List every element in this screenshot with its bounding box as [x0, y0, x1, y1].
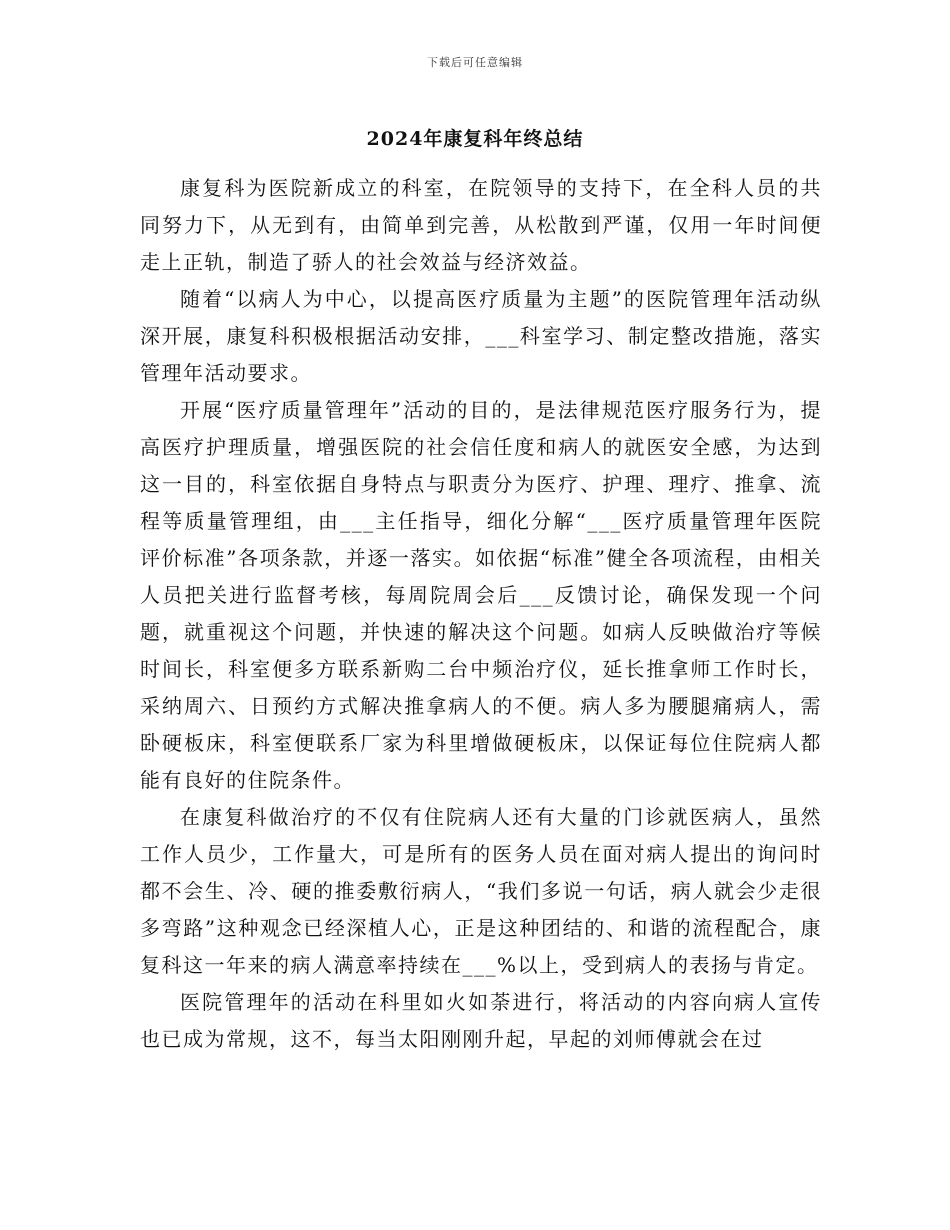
paragraph: 医院管理年的活动在科里如火如荼进行，将活动的内容向病人宣传也已成为常规，这不，每当太阳刚刚升起，早起的刘师傅就会在过: [140, 990, 822, 1051]
paragraph: 在康复科做治疗的不仅有住院病人还有大量的门诊就医病人，虽然工作人员少，工作量大，可是所有的医务人员在面对病人提出的询问时都不会生、冷、硬的推委敷衍病人，“我们多说一句话，病人就会少走很多弯路”这种观念已经深植人心，正是这种团结的、和谐的流程配合，康复科这一年来的病人满意率持续在___%以上，受到病人的表扬与肯定。: [140, 805, 822, 977]
document-title: 2024年康复科年终总结: [366, 128, 584, 150]
paragraph: 开展“医疗质量管理年”活动的目的，是法律规范医疗服务行为，提高医疗护理质量，增强医院的社会信任度和病人的就医安全感，为达到这一目的，科室依据自身特点与职责分为医疗、护理、理疗、推拿、流程等质量管理组，由___主任指导，细化分解“___医疗质量管理年医院评价标准”各项条款，并逐一落实。如依据“标准”健全各项流程，由相关人员把关进行监督考核，每周院周会后___反馈讨论，确保发现一个问题，就重视这个问题，并快速的解决这个问题。如病人反映做治疗等候时间长，科室便多方联系新购二台中频治疗仪，延长推拿师工作时长，采纳周六、日预约方式解决推拿病人的不便。病人多为腰腿痛病人，需卧硬板床，科室便联系厂家为科里增做硬板床，以保证每位住院病人都能有良好的住院条件。: [140, 398, 822, 792]
paragraph: 随着“以病人为中心，以提高医疗质量为主题”的医院管理年活动纵深开展，康复科积极根据活动安排，___科室学习、制定整改措施，落实管理年活动要求。: [140, 287, 822, 385]
document-body: [140, 170, 822, 1058]
header-note: 下载后可任意编辑: [427, 56, 523, 69]
paragraph: 康复科为医院新成立的科室，在院领导的支持下，在全科人员的共同努力下，从无到有，由简单到完善，从松散到严谨，仅用一年时间便走上正轨，制造了骄人的社会效益与经济效益。: [140, 176, 822, 274]
